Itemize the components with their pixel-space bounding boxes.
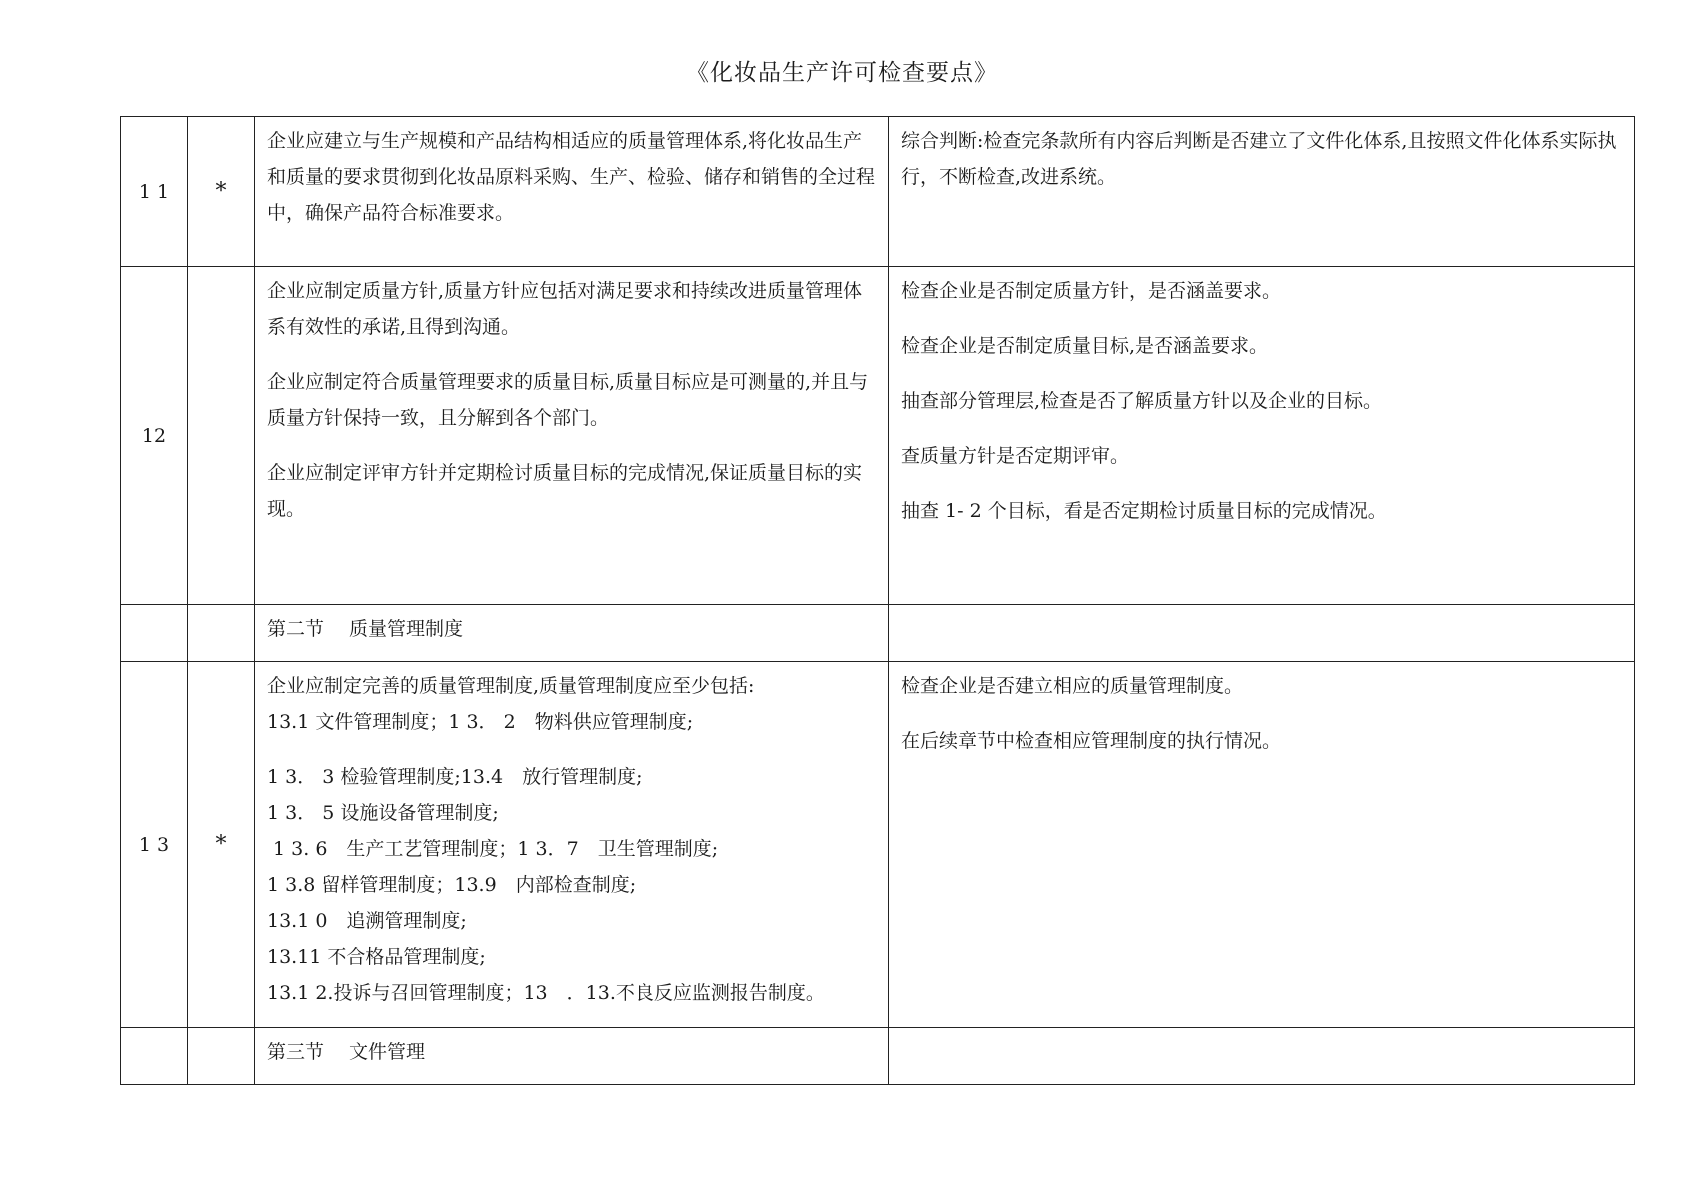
section-row: [121, 1028, 1635, 1085]
method-cell: [889, 662, 1635, 1028]
method-cell: [889, 267, 1635, 605]
key-item-mark: [188, 605, 255, 662]
requirement-cell: [255, 662, 889, 1028]
section-heading: 第三节 文件管理: [255, 1028, 889, 1085]
method-text: 在后续章节中检查相应管理制度的执行情况。: [901, 730, 1282, 752]
requirement-text: 企业应建立与生产规模和产品结构相适应的质量管理体系,将化妆品生产和质量的要求贯彻到化妆品原料采购、生产、检验、储存和销售的全过程中，确保产品符合标准要求。: [267, 130, 876, 224]
requirement-line: 1 3． 5 设施设备管理制度;: [267, 802, 499, 824]
key-item-mark: *: [188, 117, 255, 267]
key-item-mark: [188, 1028, 255, 1085]
method-text: 综合判断:检查完条款所有内容后判断是否建立了文件化体系,且按照文件化体系实际执行，不断检查,改进系统。: [901, 130, 1617, 188]
table-row: [121, 117, 1635, 267]
inspection-table: [120, 116, 1635, 1085]
method-cell: [889, 605, 1635, 662]
key-item-mark: *: [188, 662, 255, 1028]
document-title: 《化妆品生产许可检查要点》: [686, 60, 998, 86]
section-heading: 第二节 质量管理制度: [255, 605, 889, 662]
requirement-line: 13.1 文件管理制度；1 3． 2 物料供应管理制度;: [267, 711, 694, 733]
method-text: 检查企业是否建立相应的质量管理制度。: [901, 675, 1244, 697]
method-text: 检查企业是否制定质量方针，是否涵盖要求。: [901, 280, 1282, 302]
item-number: 12: [121, 267, 188, 605]
table-row: [121, 267, 1635, 605]
requirement-line: 企业应制定完善的质量管理制度,质量管理制度应至少包括:: [267, 675, 755, 697]
requirement-line: 13.1 2.投诉与召回管理制度；13 ．13.不良反应监测报告制度。: [267, 982, 825, 1004]
item-number: 1 3: [121, 662, 188, 1028]
table-row: [121, 662, 1635, 1028]
method-text: 查质量方针是否定期评审。: [901, 445, 1130, 467]
method-text: 检查企业是否制定质量目标,是否涵盖要求。: [901, 335, 1269, 357]
method-cell: [889, 1028, 1635, 1085]
item-number: [121, 1028, 188, 1085]
method-text: 抽查部分管理层,检查是否了解质量方针以及企业的目标。: [901, 390, 1383, 412]
requirement-line: 1 3． 3 检验管理制度;13.4 放行管理制度;: [267, 766, 643, 788]
requirement-text: 企业应制定评审方针并定期检讨质量目标的完成情况,保证质量目标的实现。: [267, 462, 863, 520]
requirement-cell: [255, 117, 889, 267]
requirement-line: 1 3.8 留样管理制度；13.9 内部检查制度;: [267, 874, 637, 896]
method-cell: [889, 117, 1635, 267]
key-item-mark: [188, 267, 255, 605]
requirement-line: 1 3. 6 生产工艺管理制度；1 3．7 卫生管理制度;: [267, 838, 719, 860]
requirement-cell: [255, 267, 889, 605]
requirement-text: 企业应制定符合质量管理要求的质量目标,质量目标应是可测量的,并且与质量方针保持一致，且分解到各个部门。: [267, 371, 869, 429]
requirement-line: 13.1 0 追溯管理制度;: [267, 910, 467, 932]
item-number: [121, 605, 188, 662]
requirement-text: 企业应制定质量方针,质量方针应包括对满足要求和持续改进质量管理体系有效性的承诺,且得到沟通。: [267, 280, 863, 338]
requirement-line: 13.11 不合格品管理制度;: [267, 946, 486, 968]
section-row: [121, 605, 1635, 662]
item-number: 1 1: [121, 117, 188, 267]
method-text: 抽查 1- 2 个目标，看是否定期检讨质量目标的完成情况。: [901, 500, 1387, 522]
